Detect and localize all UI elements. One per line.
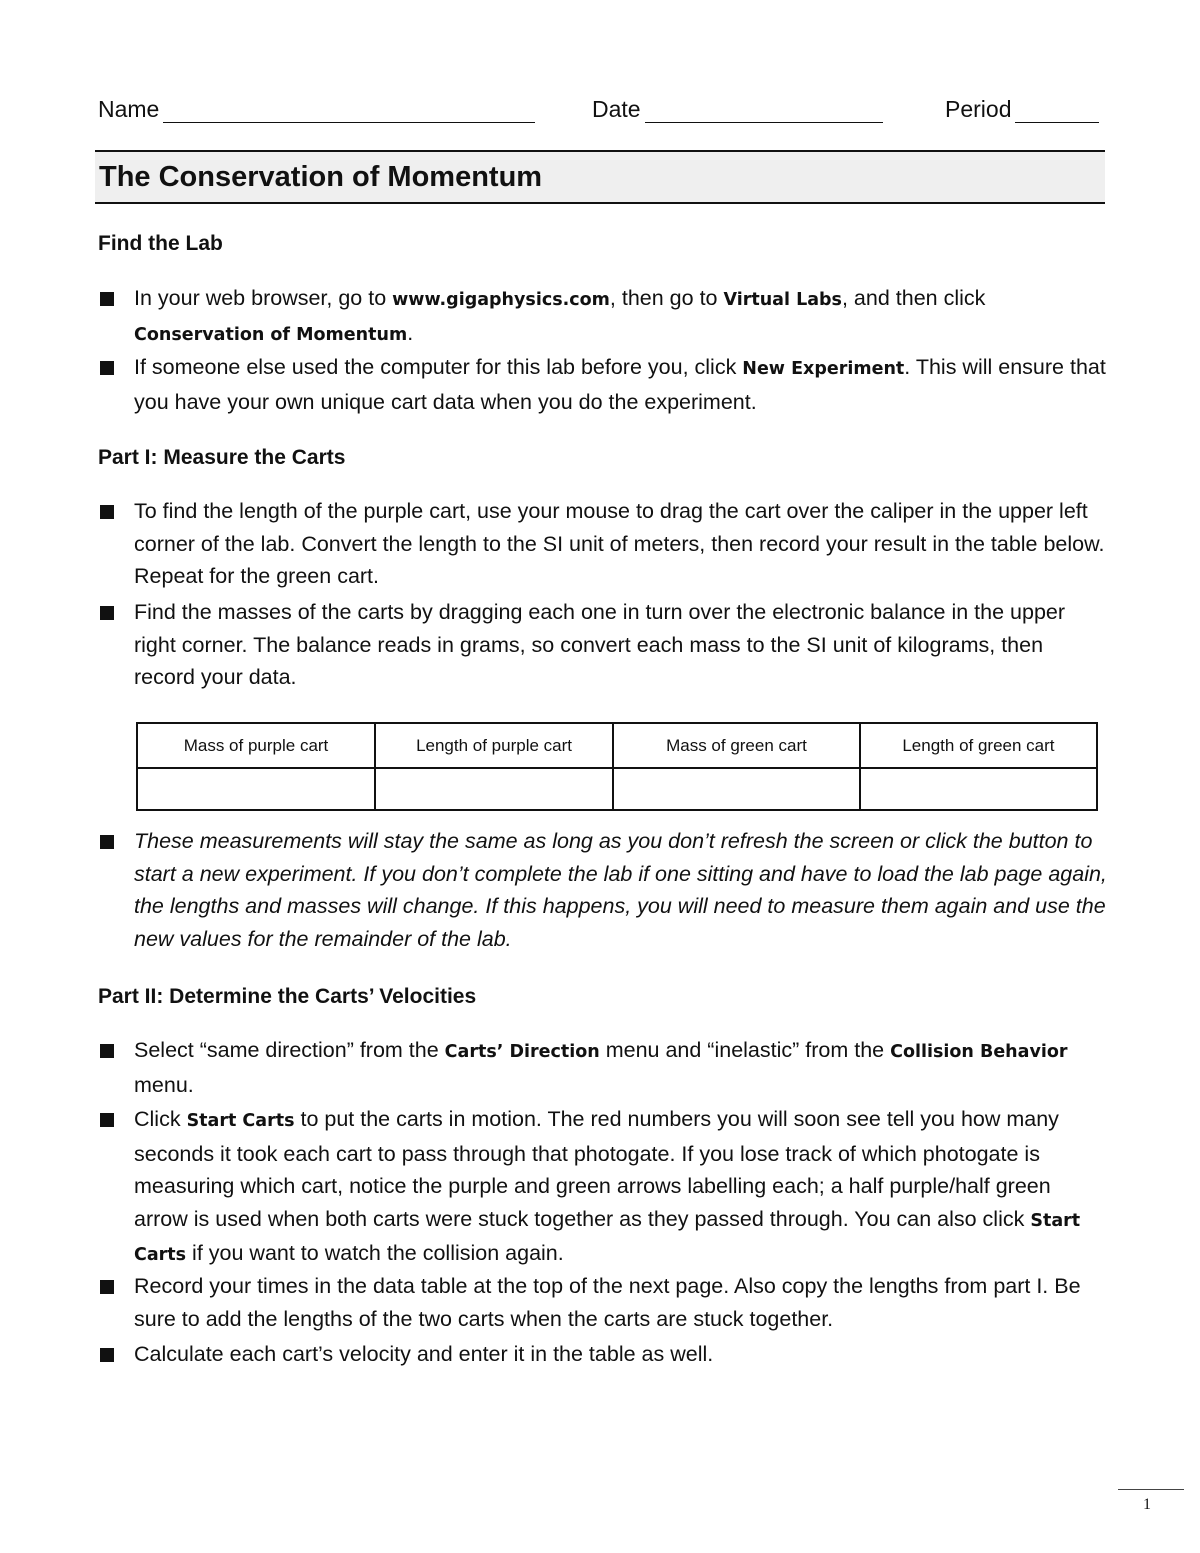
bullet-square-icon (100, 606, 114, 620)
bullet-square-icon (100, 1348, 114, 1362)
name-blank[interactable] (163, 100, 535, 123)
period-label: Period (945, 96, 1012, 122)
period-blank[interactable] (1015, 100, 1099, 123)
bullet-text: Click Start Carts to put the carts in motion. The red numbers you will soon see tell you how many seconds it took each cart to pass through that photogate. If you lose track of which photogate is measuring which cart, notice the purple and green arrows labelling each; a half purple/half green arrow is used when both carts were stuck together as they passed through. You can also click Start Carts if you want to watch the collision again. (134, 1107, 1081, 1265)
title-bar (95, 150, 1105, 204)
col-length-purple: Length of purple cart (375, 723, 613, 768)
bullet-text: Find the masses of the carts by dragging each one in turn over the electronic balance in the upper right corner. The balance reads in grams, so convert each mass to the SI unit of kilograms, then record your data. (134, 600, 1066, 689)
name-label: Name (98, 96, 160, 122)
bullet-square-icon (100, 361, 114, 375)
table-row (137, 768, 1097, 810)
part1-heading: Part I: Measure the Carts (98, 446, 346, 469)
bullet-text: Record your times in the data table at the top of the next page. Also copy the lengths from part I. Be sure to add the lengths of the two carts when the carts are stuck together. (134, 1274, 1081, 1331)
bullet-text: Calculate each cart’s velocity and enter it in the table as well. (134, 1342, 714, 1366)
part1-bullet-2 (98, 596, 1108, 694)
student-info-row (98, 96, 1103, 128)
cart-measurements-table (136, 722, 1098, 811)
bullet-text: In your web browser, go to www.gigaphysics.com, then go to Virtual Labs, and then click Conservation of Momentum. (134, 286, 986, 345)
find-lab-bullet-1 (98, 282, 1108, 351)
part2-bullet-1 (98, 1034, 1108, 1101)
find-lab-bullet-2 (98, 351, 1108, 418)
bullet-square-icon (100, 505, 114, 519)
col-mass-purple: Mass of purple cart (137, 723, 375, 768)
date-field (592, 96, 883, 123)
date-label: Date (592, 96, 641, 122)
bullet-square-icon (100, 1113, 114, 1127)
bullet-square-icon (100, 292, 114, 306)
bullet-text: These measurements will stay the same as long as you don’t refresh the screen or click the button to start a new experiment. If you don’t complete the lab if one sitting and have to load the lab page again, the lengths and masses will change. If this happens, you will need to measure them again and use the new values for the remainder of the lab. (134, 829, 1107, 951)
table-header-row (137, 723, 1097, 768)
mass-purple-cell[interactable] (137, 768, 375, 810)
bullet-text: If someone else used the computer for this lab before you, click New Experiment. This will ensure that you have your own unique cart data when you do the experiment. (134, 355, 1106, 414)
bullet-text: Select “same direction” from the Carts’ Direction menu and “inelastic” from the Collision Behavior menu. (134, 1038, 1068, 1097)
name-field (98, 96, 535, 123)
page-number: 1 (1143, 1496, 1151, 1513)
bullet-square-icon (100, 1044, 114, 1058)
length-purple-cell[interactable] (375, 768, 613, 810)
part2-bullet-2 (98, 1103, 1108, 1272)
part1-bullet-1 (98, 495, 1108, 593)
col-mass-green: Mass of green cart (613, 723, 860, 768)
find-lab-heading: Find the Lab (98, 232, 223, 255)
footer-rule (1118, 1489, 1184, 1490)
part1-note-bullet (98, 825, 1108, 955)
date-blank[interactable] (645, 100, 883, 123)
bullet-square-icon (100, 1280, 114, 1294)
bullet-text: To find the length of the purple cart, use your mouse to drag the cart over the caliper in the upper left corner of the lab. Convert the length to the SI unit of meters, then record your result in the table below. Repeat for the green cart. (134, 499, 1105, 588)
part2-bullet-3 (98, 1270, 1108, 1335)
length-green-cell[interactable] (860, 768, 1097, 810)
bullet-square-icon (100, 835, 114, 849)
col-length-green: Length of green cart (860, 723, 1097, 768)
period-field (945, 96, 1099, 123)
part2-bullet-4 (98, 1338, 1108, 1371)
page-title: The Conservation of Momentum (99, 161, 543, 193)
mass-green-cell[interactable] (613, 768, 860, 810)
part2-heading: Part II: Determine the Carts’ Velocities (98, 985, 477, 1008)
